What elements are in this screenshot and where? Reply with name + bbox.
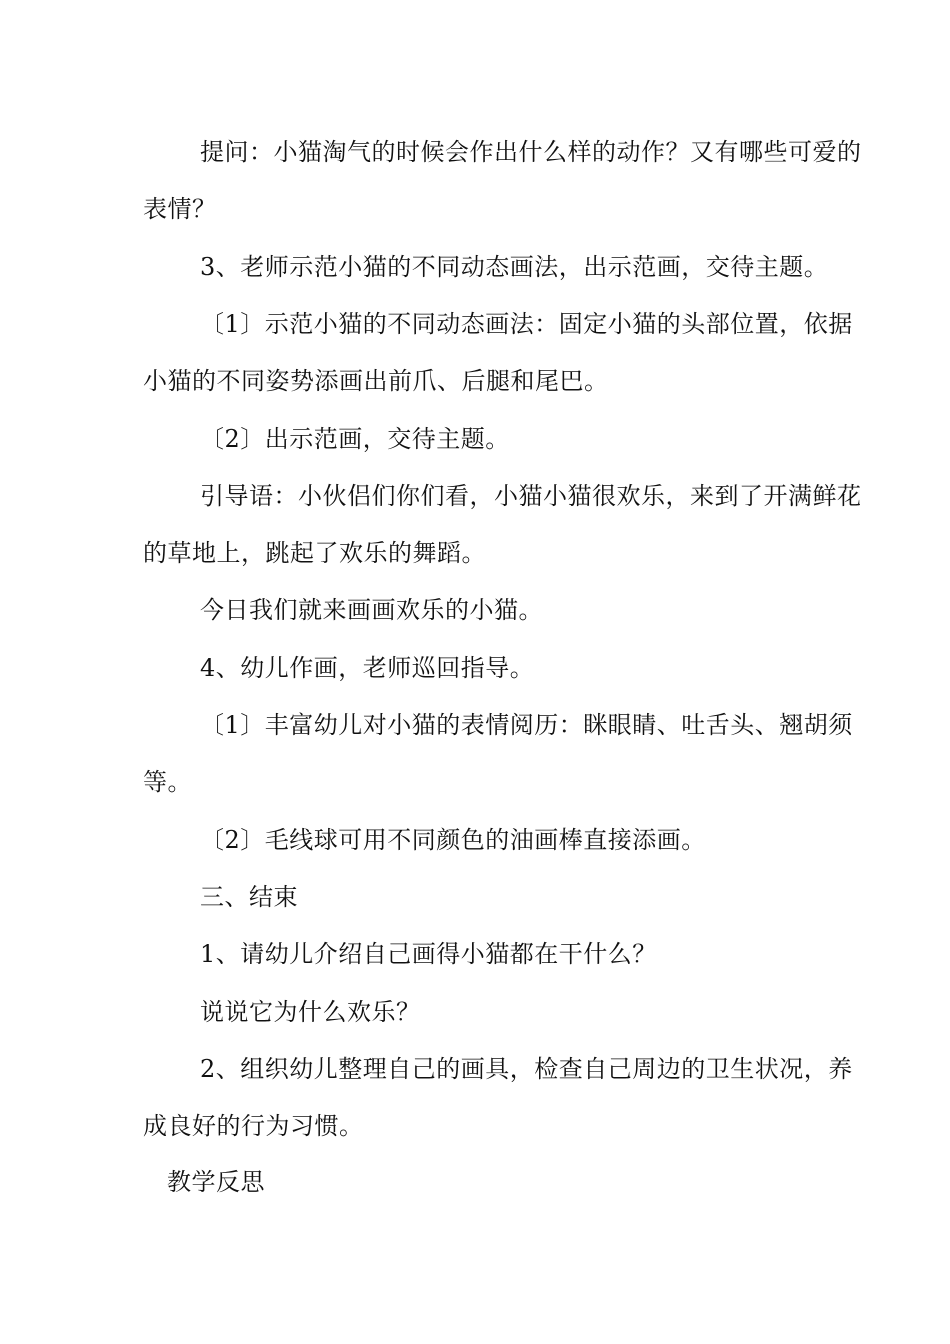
text-line: 等。: [143, 768, 192, 796]
text-line: 表情？: [143, 195, 217, 223]
text-line: 引导语：小伙侣们你们看，小猫小猫很欢乐，来到了开满鲜花: [200, 482, 862, 510]
text-line: 小猫的不同姿势添画出前爪、后腿和尾巴。: [143, 367, 609, 395]
text-line: 3、老师示范小猫的不同动态画法，出示范画，交待主题。: [200, 253, 829, 281]
text-line: 提问：小猫淘气的时候会作出什么样的动作？又有哪些可爱的: [200, 138, 862, 166]
text-line: 〔2〕出示范画，交待主题。: [200, 425, 510, 453]
section-heading: 教学反思: [167, 1168, 265, 1196]
section-heading: 三、结束: [200, 883, 298, 911]
text-line: 2、组织幼儿整理自己的画具，检查自己周边的卫生状况，养: [200, 1055, 853, 1083]
text-line: 〔2〕毛线球可用不同颜色的油画棒直接添画。: [200, 826, 706, 854]
text-line: 〔1〕示范小猫的不同动态画法：固定小猫的头部位置，依据: [200, 310, 853, 338]
text-line: 成良好的行为习惯。: [143, 1112, 364, 1140]
text-line: 今日我们就来画画欢乐的小猫。: [200, 596, 543, 624]
text-line: 说说它为什么欢乐？: [200, 998, 421, 1026]
text-line: 1、请幼儿介绍自己画得小猫都在干什么？: [200, 940, 657, 968]
text-line: 4、幼儿作画，老师巡回指导。: [200, 654, 535, 682]
text-line: 的草地上，跳起了欢乐的舞蹈。: [143, 539, 486, 567]
text-line: 〔1〕丰富幼儿对小猫的表情阅历：眯眼睛、吐舌头、翘胡须: [200, 711, 853, 739]
